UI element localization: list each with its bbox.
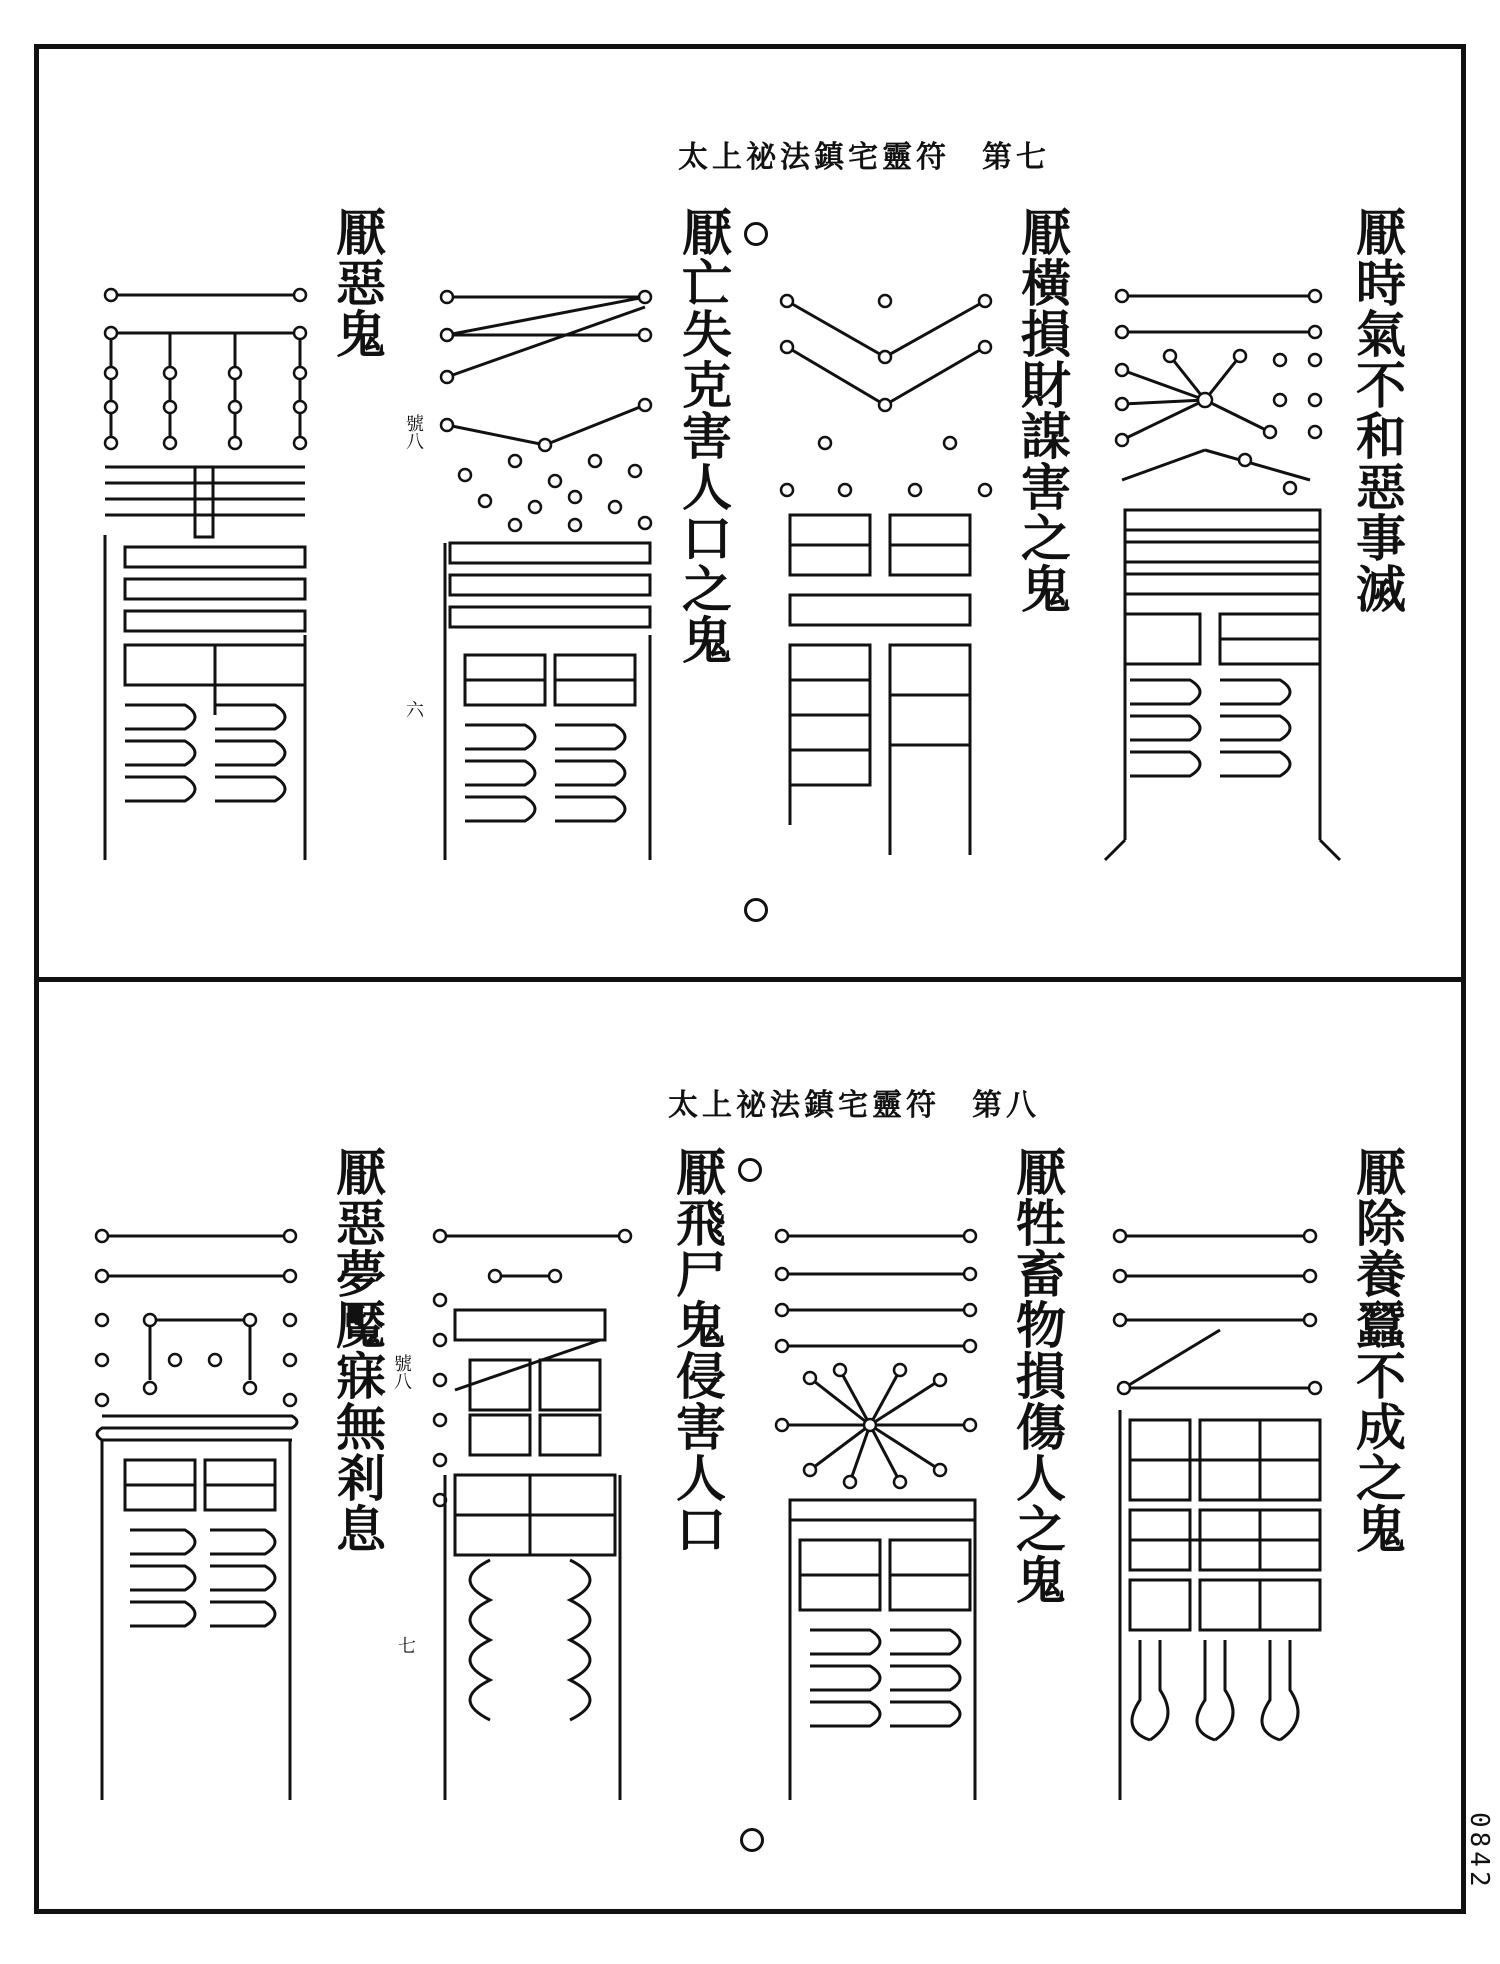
- talisman-caption: 厭惡鬼: [328, 206, 387, 359]
- talisman-seal: [90, 1220, 320, 1810]
- panel-header-top: [678, 132, 1050, 176]
- talisman-seal: [770, 1220, 1000, 1810]
- talisman-caption: 厭橫損財謀害之鬼: [1013, 206, 1072, 614]
- page-number: 0842: [1464, 1812, 1494, 1891]
- side-note: 七: [395, 1636, 416, 1654]
- binding-hole: [740, 1828, 764, 1852]
- talisman-caption: 厭飛尸鬼侵害人口: [668, 1146, 727, 1554]
- panel-divider: [34, 977, 1466, 982]
- talisman-caption: 厭亡失克害人口之鬼: [674, 206, 733, 665]
- side-note: 六: [403, 700, 424, 718]
- header-title: 太上祕法鎮宅靈符: [668, 1088, 940, 1123]
- side-note: 號八: [403, 414, 424, 450]
- binding-hole: [744, 898, 768, 922]
- talisman-seal: [1110, 280, 1340, 860]
- talisman-seal: [95, 285, 325, 865]
- talisman-seal: [435, 285, 665, 865]
- talisman-seal: [1110, 1220, 1340, 1810]
- binding-hole: [738, 1158, 762, 1182]
- talisman-caption: 厭時氣不和惡事滅: [1348, 206, 1407, 614]
- header-number: 第八: [972, 1088, 1040, 1123]
- header-title: 太上祕法鎮宅靈符: [678, 140, 950, 175]
- binding-hole: [744, 222, 768, 246]
- talisman-seal: [430, 1220, 660, 1810]
- side-note: 號八: [391, 1354, 412, 1390]
- header-number: 第七: [982, 140, 1050, 175]
- talisman-caption: 厭惡夢魘寐無剎息: [328, 1146, 387, 1554]
- panel-header-bottom: [668, 1080, 1040, 1124]
- talisman-seal: [775, 285, 1005, 865]
- talisman-caption: 厭牲畜物損傷人之鬼: [1008, 1146, 1067, 1605]
- talisman-caption: 厭除養蠶不成之鬼: [1348, 1146, 1407, 1554]
